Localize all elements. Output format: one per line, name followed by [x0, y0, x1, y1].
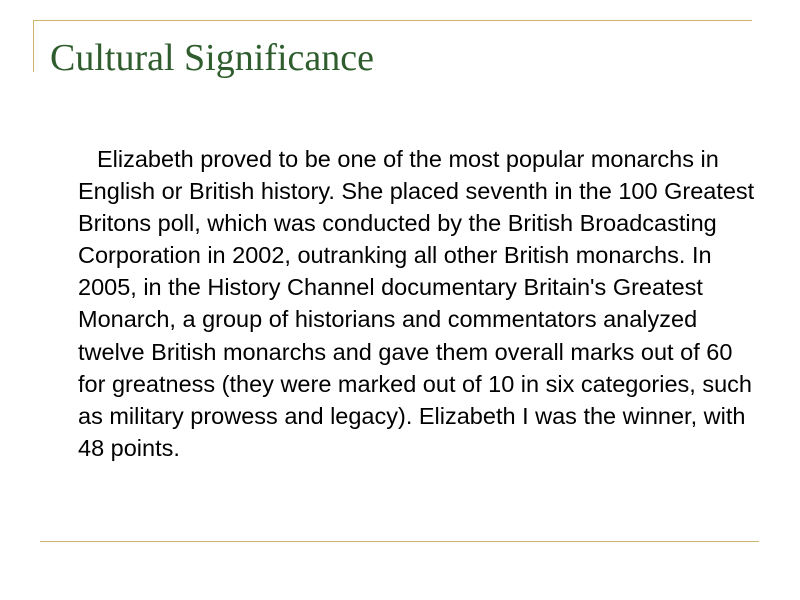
- slide-title: Cultural Significance: [50, 37, 374, 79]
- top-divider-line: [33, 20, 752, 21]
- slide-body-text: Elizabeth proved to be one of the most popular monarchs in English or British history. She placed seventh in the 100 Greatest Britons poll, which was conducted by the British Broadcasting Corporation in 2002, outranking all other British monarchs. In 2005, in the History Channel documentary Britain's Greatest Monarch, a group of historians and commentators analyzed twelve British monarchs and gave them overall marks out of 60 for greatness (they were marked out of 10 in six categories, such as military prowess and legacy). Elizabeth I was the winner, with 48 points.: [78, 146, 755, 461]
- title-accent-line: [33, 20, 34, 72]
- bottom-divider-line: [40, 541, 759, 542]
